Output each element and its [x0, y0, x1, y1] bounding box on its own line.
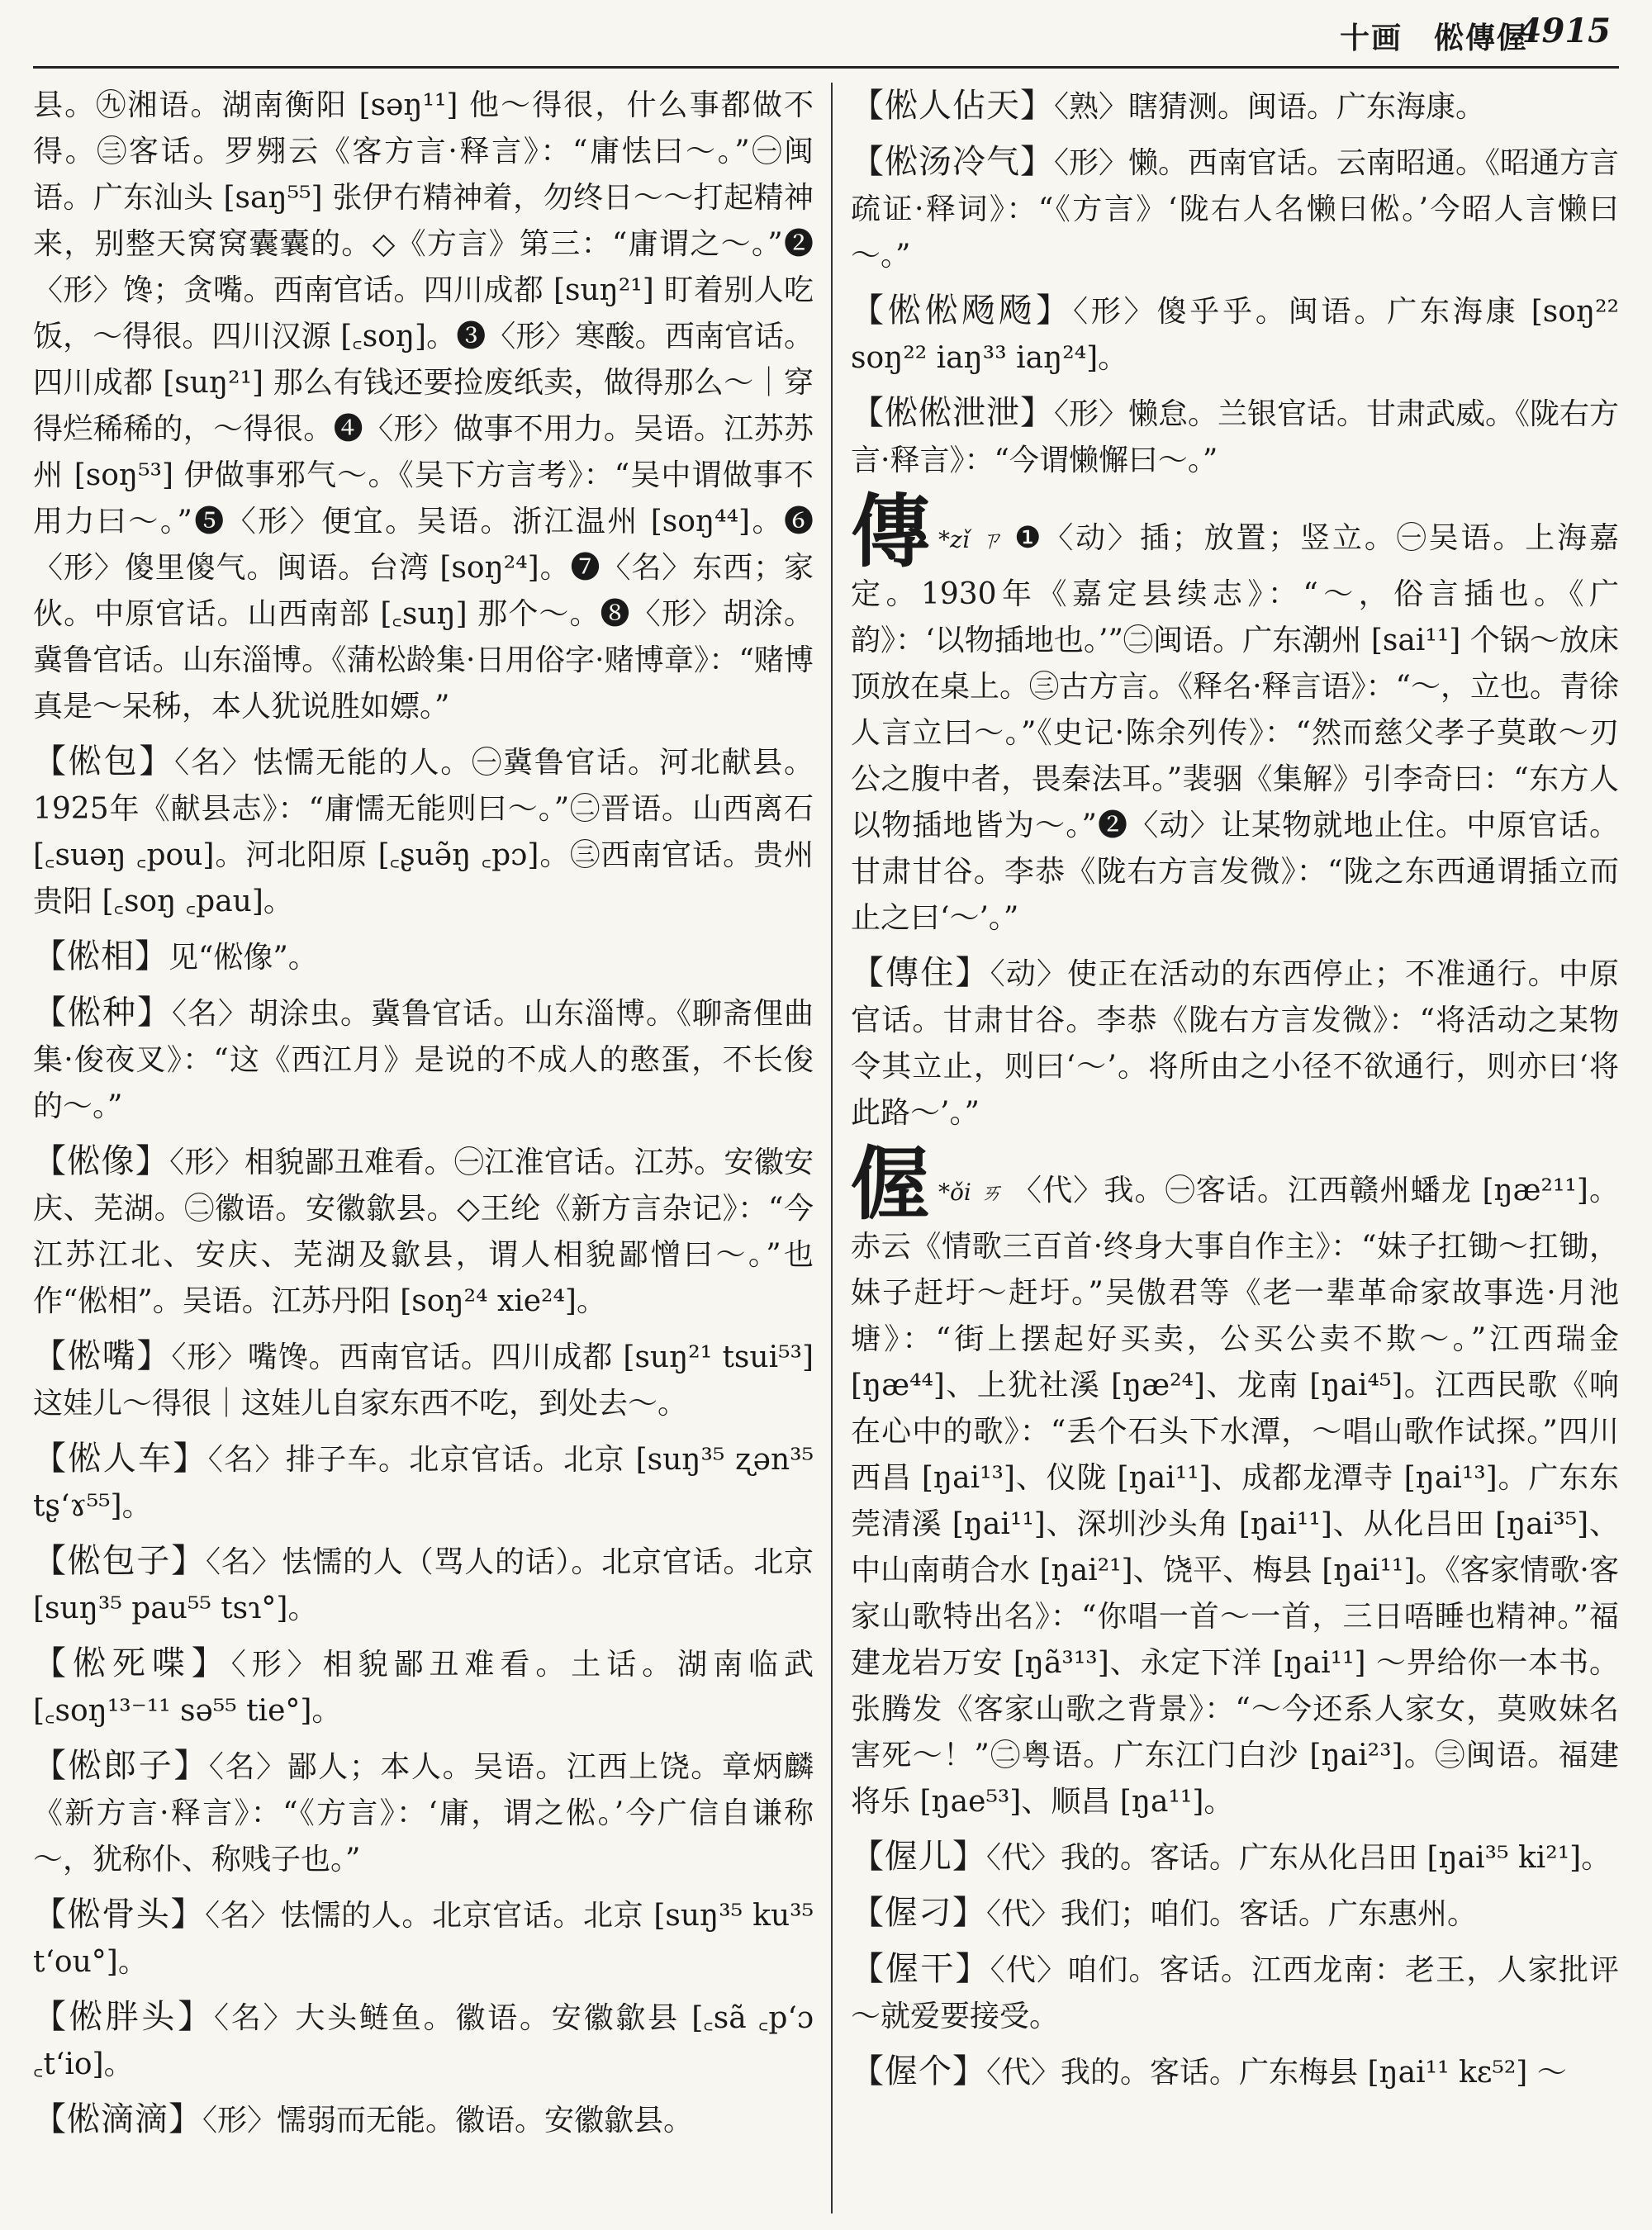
entry-text: ❶〈动〉插；放置；竖立。㊀吴语。上海嘉定。1930年《嘉定县续志》：“～，俗言插也。《广韵》：‘以物插地也。’”㊁闽语。广东潮州 [sai¹¹] 个锅～放床顶放在桌上。㊂古方言。《释名·释言语》：“～，立也。青徐人言立曰～。”《史记·陈余列传》：“然而慈父孝子莫敢～刃公之腹中者，畏秦法耳。”裴骃《集解》引李奇曰：“东方人以物插地皆为～。”❷〈动〉让某物就地止住。中原官话。甘肃甘谷。李恭《陇右方言发微》：“陇之东西通谓插立而止之曰‘～’。”: [851, 521, 1619, 935]
entry-text: 〈熟〉瞎猜测。闽语。广东海康。: [1054, 90, 1486, 124]
entry-text: 〈代〉我的。客话。广东从化吕田 [ŋai³⁵ ki²¹]。: [986, 1841, 1612, 1875]
entry-headword: 【倯包子】: [33, 1542, 206, 1580]
entry-text: 〈形〉嘴馋。西南官话。四川成都 [suŋ²¹ tsui⁵³] 这娃儿～得很｜这娃儿自家东西不吃，到处去～。: [33, 1340, 814, 1421]
dictionary-entry: [33, 1743, 814, 1883]
entry-text: 见“倯像”。: [169, 941, 318, 975]
dictionary-entry: [851, 139, 1619, 279]
entry-text: 〈名〉排子车。北京官话。北京 [suŋ³⁵ ʐən³⁵ tʂʻɤ⁵⁵]。: [33, 1443, 814, 1523]
dictionary-entry: [33, 1435, 814, 1530]
entry-text: 〈形〉相貌鄙丑难看。土话。湖南临武 [꜀soŋ¹³⁻¹¹ sə⁵⁵ tie°]。: [33, 1648, 814, 1728]
entry-headword: 【倯汤冷气】: [851, 143, 1054, 181]
entry-text: 〈名〉胡涂虫。冀鲁官话。山东淄博。《聊斋俚曲集·俊夜叉》：“这《西江月》是说的不成人的憨蛋，不长俊的～。”: [33, 997, 814, 1123]
page-header: [0, 0, 1652, 74]
entry-text: 〈代〉我的。客话。广东梅县 [ŋai¹¹ kɛ⁵²] ～: [986, 2056, 1567, 2090]
entry-text: 〈名〉怯懦的人（骂人的话）。北京官话。北京 [suŋ³⁵ pau⁵⁵ tsɿ°]。: [33, 1545, 814, 1625]
entry-headword: 【倯骨头】: [33, 1896, 206, 1933]
page-number: 4915: [1518, 12, 1611, 50]
entry-text: 〈名〉怯懦无能的人。㊀冀鲁官话。河北献县。1925年《献县志》：“庸懦无能则曰～。”㊁晋语。山西离石 [꜀suəŋ ꜀pou]。河北阳原 [꜀ʂuə̃ŋ ꜀pɔ]。㊂西南官话。贵州贵阳 [꜀soŋ ꜀pau]。: [33, 746, 814, 918]
entry-headword: 【偓儿】: [851, 1838, 986, 1876]
left-column: [33, 83, 814, 2213]
character-entry: [851, 1137, 1619, 1825]
dictionary-entry: [33, 1333, 814, 1427]
right-column: [851, 83, 1619, 2213]
entry-text: 〈形〉懒。西南官话。云南昭通。《昭通方言疏证·释词》：“《方言》‘陇右人名懒曰倯。’今昭人言懒曰～。”: [851, 146, 1619, 273]
entry-text: 〈名〉鄙人；本人。吴语。江西上饶。章炳麟《新方言·释言》：“《方言》：‘庸，谓之倯。’今广信自谦称～，犹称仆、称贱子也。”: [33, 1750, 814, 1877]
entry-headword: 【倯倯泄泄】: [851, 394, 1054, 432]
entry-text: 〈名〉大头鲢鱼。徽语。安徽歙县 [꜀sã ꜀pʻɔ ꜀tʻio]。: [33, 2001, 814, 2081]
dictionary-entry: [33, 1994, 814, 2088]
entry-headword: 【偓个】: [851, 2052, 986, 2090]
entry-headword: 【倯相】: [33, 937, 169, 975]
dictionary-entry: [33, 1891, 814, 1986]
entry-headword: 【偓刁】: [851, 1894, 986, 1932]
dictionary-entry: [851, 287, 1619, 382]
entry-text: 县。㊈湘语。湖南衡阳 [səŋ¹¹] 他～得很，什么事都做不得。㊂客话。罗翙云《客方言·释言》：“庸怯曰～。”㊀闽语。广东汕头 [saŋ⁵⁵] 张伊冇精神着，勿终日～～打起精神来，别整天窝窝囊囊的。◇《方言》第三：“庸谓之～。”❷〈形〉馋；贪嘴。西南官话。四川成都 [suŋ²¹] 盯着别人吃饭，～得很。四川汉源 [꜀soŋ]。❸〈形〉寒酸。西南官话。四川成都 [suŋ²¹] 那么有钱还要捡废纸卖，做得那么～｜穿得烂稀稀的，～得很。❹〈形〉做事不用力。吴语。江苏苏州 [soŋ⁵³] 伊做事邪气～。《吴下方言考》：“吴中谓做事不用力曰～。”❺〈形〉便宜。吴语。浙江温州 [soŋ⁴⁴]。❻〈形〉傻里傻气。闽语。台湾 [soŋ²⁴]。❼〈名〉东西；家伙。中原官话。山西南部 [꜀suŋ] 那个～。❽〈形〉胡涂。冀鲁官话。山东淄博。《蒲松龄集·日用俗字·赌博章》：“赌博真是～呆秭，本人犹说胜如嫖。”: [33, 88, 814, 724]
entry-headword: 【倯人车】: [33, 1440, 208, 1478]
dictionary-entry: [851, 1890, 1619, 1938]
entry-headword: 【倯种】: [33, 994, 172, 1032]
character-pronunciation: *zǐ ㄗ: [938, 526, 1015, 553]
dictionary-entry: [33, 1538, 814, 1632]
entry-text: 〈名〉怯懦的人。北京官话。北京 [suŋ³⁵ ku³⁵ tʻou°]。: [33, 1899, 814, 1979]
dictionary-entry: [851, 390, 1619, 484]
head-character: 傳: [851, 485, 930, 578]
entry-headword: 【倯包】: [33, 743, 175, 780]
dictionary-entry: [851, 950, 1619, 1136]
entry-headword: 【倯人佔天】: [851, 87, 1054, 125]
entry-headword: 【倯郎子】: [33, 1747, 209, 1785]
entry-text: 〈动〉使正在活动的东西停止；不准通行。中原官话。甘肃甘谷。李恭《陇右方言发微》：“将活动之某物令其立止，则曰‘～’。将所由之小径不欲通行，则亦曰‘将此路～’。”: [851, 957, 1619, 1130]
character-pronunciation: *ǒi ㄞ: [938, 1179, 1012, 1206]
entry-headword: 【倯死喋】: [33, 1644, 231, 1682]
entry-headword: 【倯胖头】: [33, 1998, 214, 2036]
dictionary-entry: [851, 1946, 1619, 2040]
entry-text: 〈形〉傻乎乎。闽语。广东海康 [soŋ²² soŋ²² iaŋ³³ iaŋ²⁴]。: [851, 295, 1619, 375]
entry-headword: 【傳住】: [851, 954, 990, 992]
dictionary-entry: [851, 1834, 1619, 1881]
entry-text: 〈形〉懦弱而无能。徽语。安徽歙县。: [202, 2104, 694, 2137]
entry-headword: 【倯嘴】: [33, 1337, 172, 1375]
dictionary-entry: [33, 1640, 814, 1734]
dictionary-entry: [33, 933, 814, 981]
column-divider: [831, 83, 833, 2213]
dictionary-entry: [851, 83, 1619, 130]
entry-headword: 【偓干】: [851, 1950, 990, 1988]
section-title: 十画 倯傳偓: [1339, 21, 1528, 55]
entry-headword: 【倯滴滴】: [33, 2100, 202, 2138]
entry-headword: 【倯像】: [33, 1142, 170, 1180]
dictionary-entry: [851, 2048, 1619, 2096]
entry-headword: 【倯倯飏飏】: [851, 292, 1073, 330]
dictionary-entry: [33, 2096, 814, 2144]
entry-text: 〈形〉相貌鄙丑难看。㊀江淮官话。江苏。安徽安庆、芜湖。㊁徽语。安徽歙县。◇王纶《新方言杂记》：“今江苏江北、安庆、芜湖及歙县，谓人相貌鄙憎曰～。”也作“倯相”。吴语。江苏丹阳 [soŋ²⁴ xie²⁴]。: [33, 1146, 814, 1318]
entry-text: 〈代〉咱们。客话。江西龙南：老王，人家批评～就爱要接受。: [851, 1953, 1619, 2033]
dictionary-entry: [33, 989, 814, 1130]
entry-text: 〈代〉我。㊀客话。江西赣州蟠龙 [ŋæ²¹¹]。赤云《情歌三百首·终身大事自作主》：“妹子扛锄～扛锄，妹子赶圩～赶圩。”吴傲君等《老一辈革命家故事选·月池塘》：“街上摆起好买卖，公买公卖不欺～。”江西瑞金 [ŋæ⁴⁴]、上犹社溪 [ŋæ²⁴]、龙南 [ŋai⁴⁵]。江西民歌《响在心中的歌》：“丢个石头下水潭，～唱山歌作试探。”四川西昌 [ŋai¹³]、仪陇 [ŋai¹¹]、成都龙潭寺 [ŋai¹³]。广东东莞清溪 [ŋai¹¹]、深圳沙头角 [ŋai¹¹]、从化吕田 [ŋai³⁵]、中山南萌合水 [ŋai²¹]、饶平、梅县 [ŋai¹¹]。《客家情歌·客家山歌特出名》：“你唱一首～一首，三日唔睡也精神。”福建龙岩万安 [ŋã³¹³]、永定下洋 [ŋai¹¹] ～畀给你一本书。张腾发《客家山歌之背景》：“～今还系人家女，莫败妹名害死～！”㊁粤语。广东江门白沙 [ŋai²³]。㊂闽语。福建将乐 [ŋae⁵³]、顺昌 [ŋa¹¹]。: [851, 1174, 1619, 1819]
head-character: 偓: [851, 1137, 930, 1231]
character-entry: [851, 485, 1619, 942]
entry-text: 〈代〉我们；咱们。客话。广东惠州。: [986, 1897, 1478, 1931]
entry-text: 〈形〉懒怠。兰银官话。甘肃武威。《陇右方言·释言》：“今谓懒懈曰～。”: [851, 397, 1619, 477]
dictionary-entry: [33, 738, 814, 925]
header-rule: [33, 66, 1619, 69]
entry-continuation: [33, 83, 814, 730]
dictionary-entry: [33, 1138, 814, 1325]
